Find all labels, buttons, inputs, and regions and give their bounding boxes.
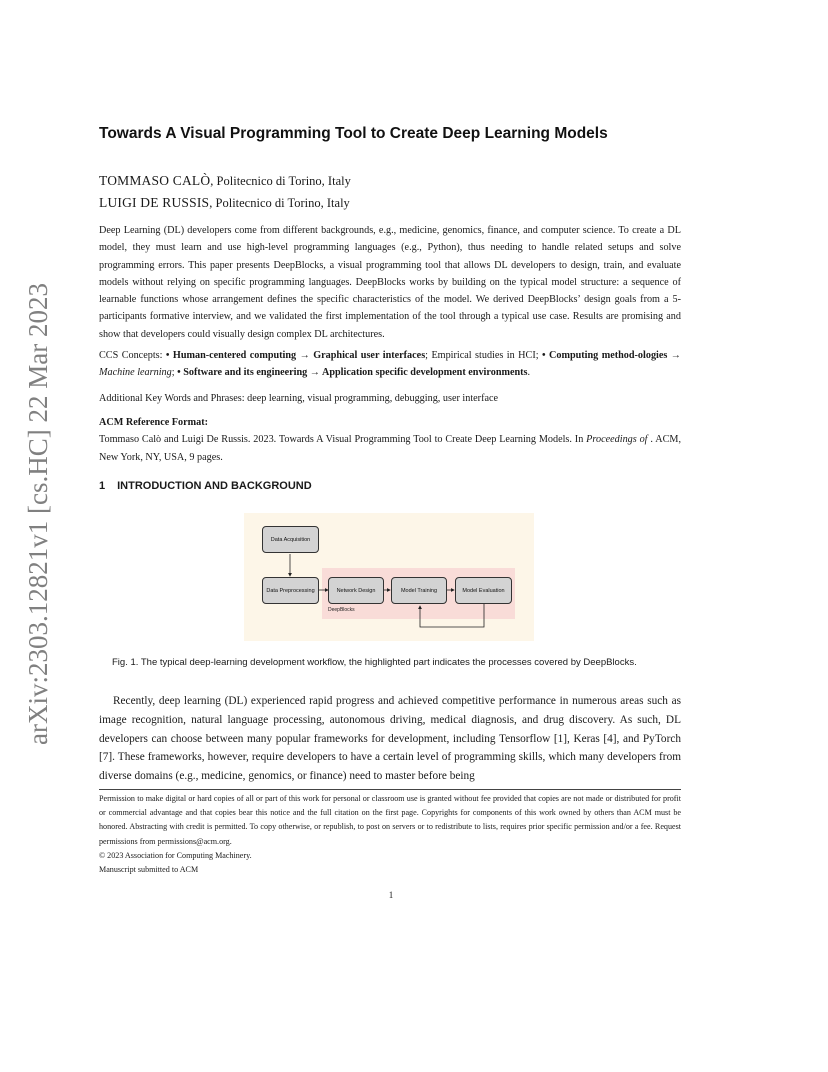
acm-reference-text: Tommaso Calò and Luigi De Russis. 2023. Towards A Visual Programming Tool to Create Deep Learning Models. In	[99, 434, 587, 446]
ccs-concept-1-tail: ; Empirical studies in HCI;	[425, 350, 542, 361]
arrow-feedback-loop	[420, 603, 484, 627]
model-training-box: Model Training	[391, 577, 447, 604]
footnote-rule	[99, 789, 681, 790]
data-acquisition-box: Data Acquisition	[262, 526, 319, 553]
page-number: 1	[388, 890, 394, 900]
body-text: Recently, deep learning (DL) experienced rapid progress and achieved competitive performance in numerous areas such as image recognition, natural language processing, autonomous driving, medical diagnosis, and drug discovery. As such, DL developers can choose between many popular frameworks for development, including Tensorflow [1], Keras [4], and PyTorch [7]. These frameworks, however, require developers to have a certain level of programming skills, which many developers from diverse domains (e.g., medicine, genomics, or finance) need to master before being	[99, 695, 681, 783]
ccs-concept-2-tail: Machine learning	[99, 367, 172, 379]
paper-title: Towards A Visual Programming Tool to Create Deep Learning Models	[99, 125, 608, 142]
manuscript-note: Manuscript submitted to ACM	[99, 865, 199, 875]
figure-caption: Fig. 1. The typical deep-learning development workflow, the highlighted part indicates the processes covered by DeepBlocks.	[112, 657, 637, 668]
keywords-text: Additional Key Words and Phrases: deep learning, visual programming, debugging, user interface	[99, 393, 499, 404]
author-line	[99, 195, 350, 211]
model-evaluation-box: Model Evaluation	[455, 577, 512, 604]
ccs-prefix: CCS Concepts:	[99, 350, 166, 361]
acm-reference-proceedings: Proceedings of	[586, 434, 648, 446]
author-name: LUIGI DE RUSSIS	[99, 195, 210, 210]
acm-reference-heading: ACM Reference Format:	[99, 417, 208, 428]
data-preprocessing-box: Data Preprocessing	[262, 577, 319, 604]
workflow-figure	[244, 513, 534, 641]
author-affiliation: , Politecnico di Torino, Italy	[210, 174, 351, 188]
ccs-concept-3: • Software and its engineering → Application specific development environments	[177, 367, 528, 379]
ccs-concept-2: • Computing method-ologies	[542, 350, 668, 361]
footnote	[99, 792, 681, 877]
abstract-text: Deep Learning (DL) developers come from different backgrounds, e.g., medicine, genomics, finance, and computer science. To create a DL model, they must learn and use high-level programming languages (e.g., Python), thus needing to handle related setups and solve programming errors. This paper presents DeepBlocks, a visual programming tool that allows DL developers to design, train, and evaluate models without relying on specific programming languages. DeepBlocks works by building on the typical model structure: a sequence of learnable functions whose arrangement defines the specific characteristics of the model. We derived DeepBlocks’ design goals from a 5-participants formative interview, and we validated the first implementation of the tool through a typical use case. Results are promising and show that developers could visually design complex DL architectures.	[99, 225, 681, 340]
author-affiliation: , Politecnico di Torino, Italy	[209, 196, 350, 210]
section-number: 1	[99, 480, 106, 492]
ccs-separator: ;	[171, 367, 178, 379]
section-heading	[99, 480, 312, 492]
author-name: TOMMASO CALÒ	[99, 173, 211, 188]
network-design-box: Network Design	[328, 577, 384, 604]
ccs-arrow: →	[667, 350, 681, 361]
deepblocks-label: DeepBlocks	[328, 607, 355, 613]
arxiv-identifier: arXiv:2303.12821v1 [cs.HC] 22 Mar 2023	[23, 283, 53, 745]
acm-reference	[99, 414, 681, 466]
abstract	[99, 222, 681, 343]
ccs-concepts	[99, 347, 681, 382]
ccs-concept-1: • Human-centered computing → Graphical user interfaces	[165, 350, 426, 361]
copyright-notice: © 2023 Association for Computing Machinery.	[99, 850, 252, 860]
body-paragraph	[99, 692, 681, 786]
ccs-end: .	[527, 367, 531, 379]
section-title: INTRODUCTION AND BACKGROUND	[117, 480, 312, 492]
acm-reference-tail: . ACM, New York, NY, USA, 9 pages.	[99, 434, 681, 463]
author-line	[99, 173, 351, 189]
keywords	[99, 390, 681, 407]
permission-notice: Permission to make digital or hard copies of all or part of this work for personal or classroom use is granted without fee provided that copies are not made or distributed for profit or commercial advantage and that copies bear this notice and the full citation on the first page. Copyrights for components of this work owned by others than ACM must be honored. Abstracting with credit is permitted. To copy otherwise, or republish, to post on servers or to redistribute to lists, requires prior specific permission and/or a fee. Request permissions from permissions@acm.org.	[99, 794, 681, 846]
